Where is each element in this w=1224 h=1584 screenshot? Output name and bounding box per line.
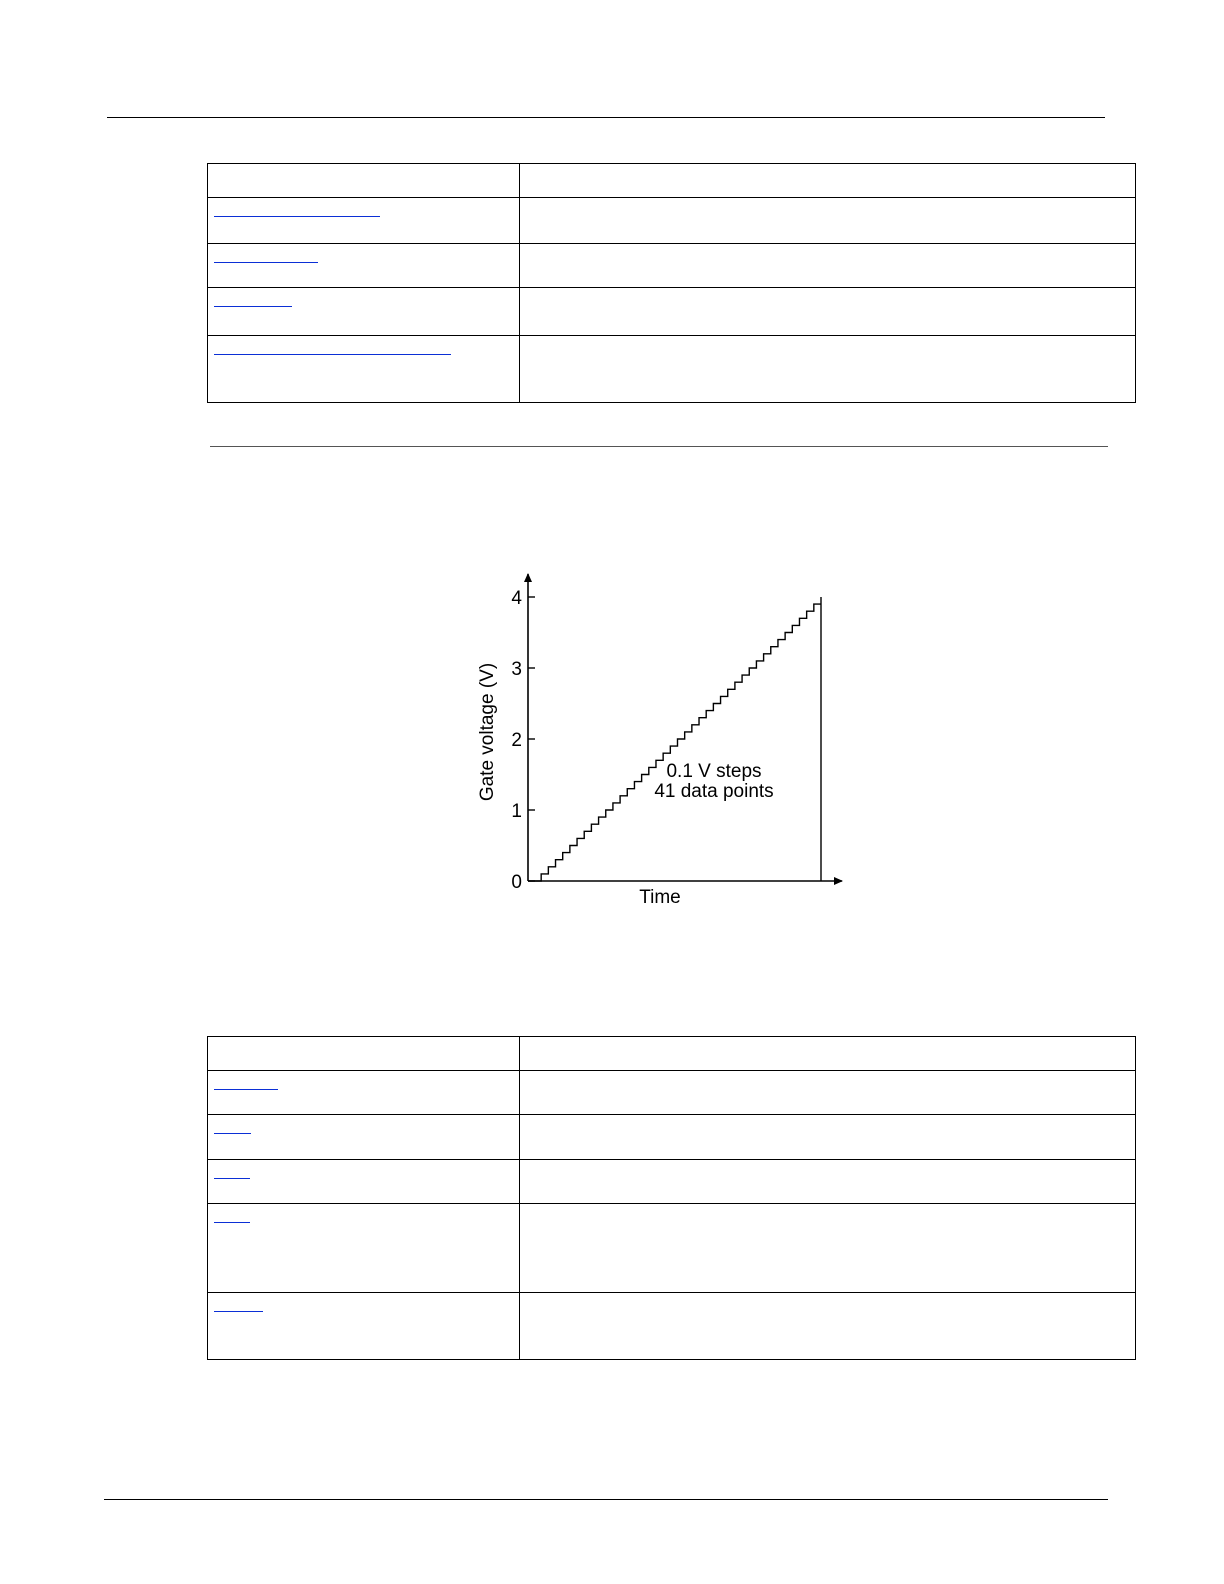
table-row — [208, 336, 1136, 403]
chart-svg — [440, 560, 880, 920]
table-row — [208, 288, 1136, 336]
command-link[interactable] — [214, 1311, 263, 1312]
table-cell — [520, 1071, 1136, 1115]
x-axis-label: Time — [639, 887, 681, 908]
header-cell — [208, 1037, 520, 1071]
header-rule — [107, 117, 1105, 118]
command-link[interactable] — [214, 354, 451, 355]
command-link[interactable] — [214, 1089, 278, 1090]
y-tick-label: 2 — [511, 730, 522, 751]
annotation-line-2: 41 data points — [654, 781, 774, 802]
table-cell — [520, 288, 1136, 336]
command-link[interactable] — [214, 216, 380, 217]
y-tick-label: 0 — [511, 872, 522, 893]
table-cell — [520, 1115, 1136, 1160]
table-cell — [520, 336, 1136, 403]
table-cell — [208, 1115, 520, 1160]
command-table-1 — [207, 163, 1136, 403]
table-cell — [208, 288, 520, 336]
table-row — [208, 198, 1136, 244]
y-tick-label: 3 — [511, 659, 522, 680]
table-row — [208, 1293, 1136, 1360]
table-cell — [208, 336, 520, 403]
table-row — [208, 244, 1136, 288]
table-cell — [520, 198, 1136, 244]
command-link[interactable] — [214, 262, 318, 263]
table-cell — [208, 244, 520, 288]
table-row — [208, 1204, 1136, 1293]
command-table-2 — [207, 1036, 1136, 1360]
command-link[interactable] — [214, 1133, 251, 1134]
table-row — [208, 1071, 1136, 1115]
table-cell — [208, 1293, 520, 1360]
header-cell — [520, 1037, 1136, 1071]
y-tick-label: 4 — [511, 588, 522, 609]
table-cell — [520, 244, 1136, 288]
y-tick-label: 1 — [511, 801, 522, 822]
annotation-line-1: 0.1 V steps — [666, 761, 762, 782]
section-rule — [210, 446, 1108, 447]
header-cell — [208, 164, 520, 198]
table-header-row — [208, 1037, 1136, 1071]
table-row — [208, 1115, 1136, 1160]
staircase-series — [528, 597, 821, 881]
gate-voltage-chart — [440, 560, 880, 920]
table-cell — [208, 1204, 520, 1293]
command-link[interactable] — [214, 1222, 250, 1223]
table-cell — [520, 1160, 1136, 1204]
table-cell — [520, 1293, 1136, 1360]
table-cell — [208, 1071, 520, 1115]
table-header-row — [208, 164, 1136, 198]
header-cell — [520, 164, 1136, 198]
table-cell — [208, 1160, 520, 1204]
table-cell — [520, 1204, 1136, 1293]
command-link[interactable] — [214, 306, 292, 307]
table-row — [208, 1160, 1136, 1204]
y-axis-label: Gate voltage (V) — [477, 662, 498, 802]
table-cell — [208, 198, 520, 244]
footer-rule — [104, 1499, 1108, 1500]
command-link[interactable] — [214, 1178, 250, 1179]
